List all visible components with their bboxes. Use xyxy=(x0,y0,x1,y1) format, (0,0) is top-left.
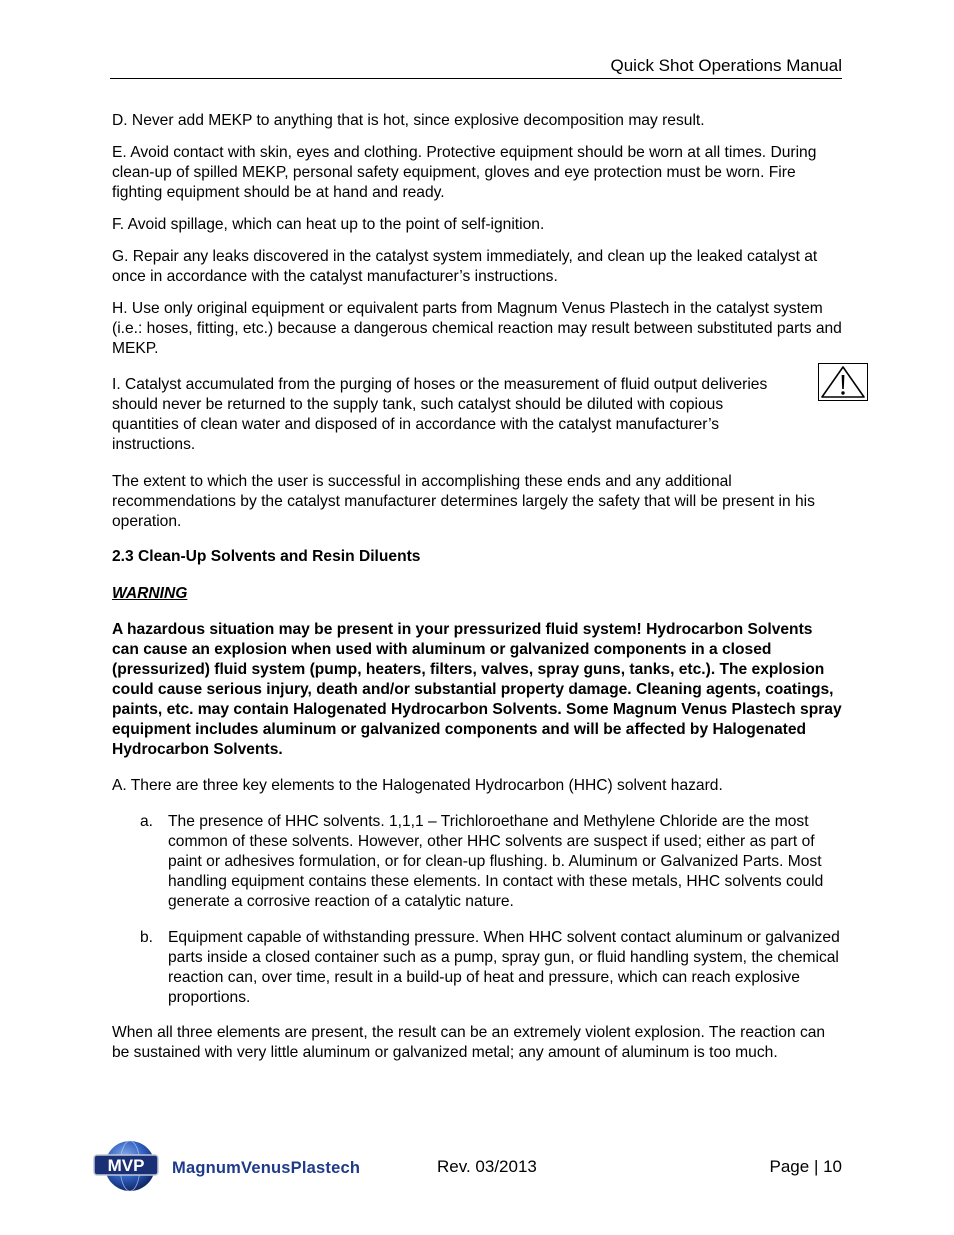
paragraph-e: E. Avoid contact with skin, eyes and clothing. Protective equipment should be worn at all times. During clean-up of spilled MEKP, personal safety equipment, gloves and eye protection must be worn. Fire fighting equipment should be at hand and ready. xyxy=(112,144,817,201)
list-marker: a. xyxy=(140,813,154,830)
warning-label: WARNING xyxy=(112,585,188,602)
list-marker: b. xyxy=(140,929,154,946)
logo-wordmark: MagnumVenusPlastech xyxy=(172,1159,361,1177)
logo-mark-text: MVP xyxy=(107,1156,145,1175)
paragraph-h: H. Use only original equipment or equivalent parts from Magnum Venus Plastech in the catalyst system (i.e.: hoses, fitting, etc.) because a dangerous chemical reaction may result between substituted parts and MEKP. xyxy=(112,300,842,357)
header-title: Quick Shot Operations Manual xyxy=(610,56,842,75)
footer-revision: Rev. 03/2013 xyxy=(437,1157,537,1176)
paragraph-i-line: quantities of clean water and disposed of in accordance with the catalyst manufacturer’s xyxy=(112,416,720,433)
header-rule xyxy=(110,78,842,79)
section-heading: 2.3 Clean-Up Solvents and Resin Diluents xyxy=(112,548,421,565)
paragraph-i-line: instructions. xyxy=(112,436,196,453)
paragraph-extent: The extent to which the user is successful in accomplishing these ends and any additional recommendations by the catalyst manufacturer determines largely the safety that will be present in his operation. xyxy=(112,473,815,530)
warning-text: A hazardous situation may be present in your pressurized fluid system! Hydrocarbon Solvents can cause an explosion when used with aluminum or galvanized components in a closed (pressurized) fluid system (pump, heaters, filters, valves, spray guns, tanks, etc.). The explosion could cause serious injury, death and/or substantial property damage. Cleaning agents, coatings, paints, etc. may contain Halogenated Hydrocarbon Solvents. Some Magnum Venus Plastech spray equipment includes aluminum or galvanized components and will be affected by Halogenated Hydrocarbon Solvents. xyxy=(112,621,842,758)
paragraph-when: When all three elements are present, the result can be an extremely violent explosion. The reaction can be sustained with very little aluminum or galvanized metal; any amount of aluminum is too much. xyxy=(112,1024,826,1061)
paragraph-i-line: should never be returned to the supply tank, such catalyst should be diluted with copious xyxy=(112,396,724,413)
list-item-text: The presence of HHC solvents. 1,1,1 – Trichloroethane and Methylene Chloride are the most common of these solvents. However, other HHC solvents are suspect if used; either as part of paint or adhesives formulation, or for clean-up flushing. b. Aluminum or Galvanized Parts. Most handling equipment contains these elements. In contact with these metals, HHC solvents could generate a corrosive reaction of a catalytic nature. xyxy=(168,813,824,910)
paragraph-a: A. There are three key elements to the Halogenated Hydrocarbon (HHC) solvent hazard. xyxy=(112,777,723,794)
paragraph-f: F. Avoid spillage, which can heat up to the point of self-ignition. xyxy=(112,216,545,233)
footer-logo xyxy=(92,1136,372,1194)
list-item-text: Equipment capable of withstanding pressure. When HHC solvent contact aluminum or galvanized parts inside a closed container such as a pump, spray gun, or fluid handling system, the chemical reaction can, over time, result in a build-up of heat and pressure, which can reach explosive proportions. xyxy=(168,929,840,1006)
warning-triangle-icon xyxy=(818,363,868,401)
paragraph-i-line: I. Catalyst accumulated from the purging of hoses or the measurement of fluid output deliveries xyxy=(112,376,768,393)
paragraph-d: D. Never add MEKP to anything that is hot, since explosive decomposition may result. xyxy=(112,112,705,129)
mvp-globe-logo xyxy=(92,1136,164,1194)
paragraph-i xyxy=(112,375,818,455)
footer-page-number: Page | 10 xyxy=(769,1157,842,1176)
paragraph-g: G. Repair any leaks discovered in the catalyst system immediately, and clean up the leaked catalyst at once in accordance with the catalyst manufacturer’s instructions. xyxy=(112,248,818,285)
